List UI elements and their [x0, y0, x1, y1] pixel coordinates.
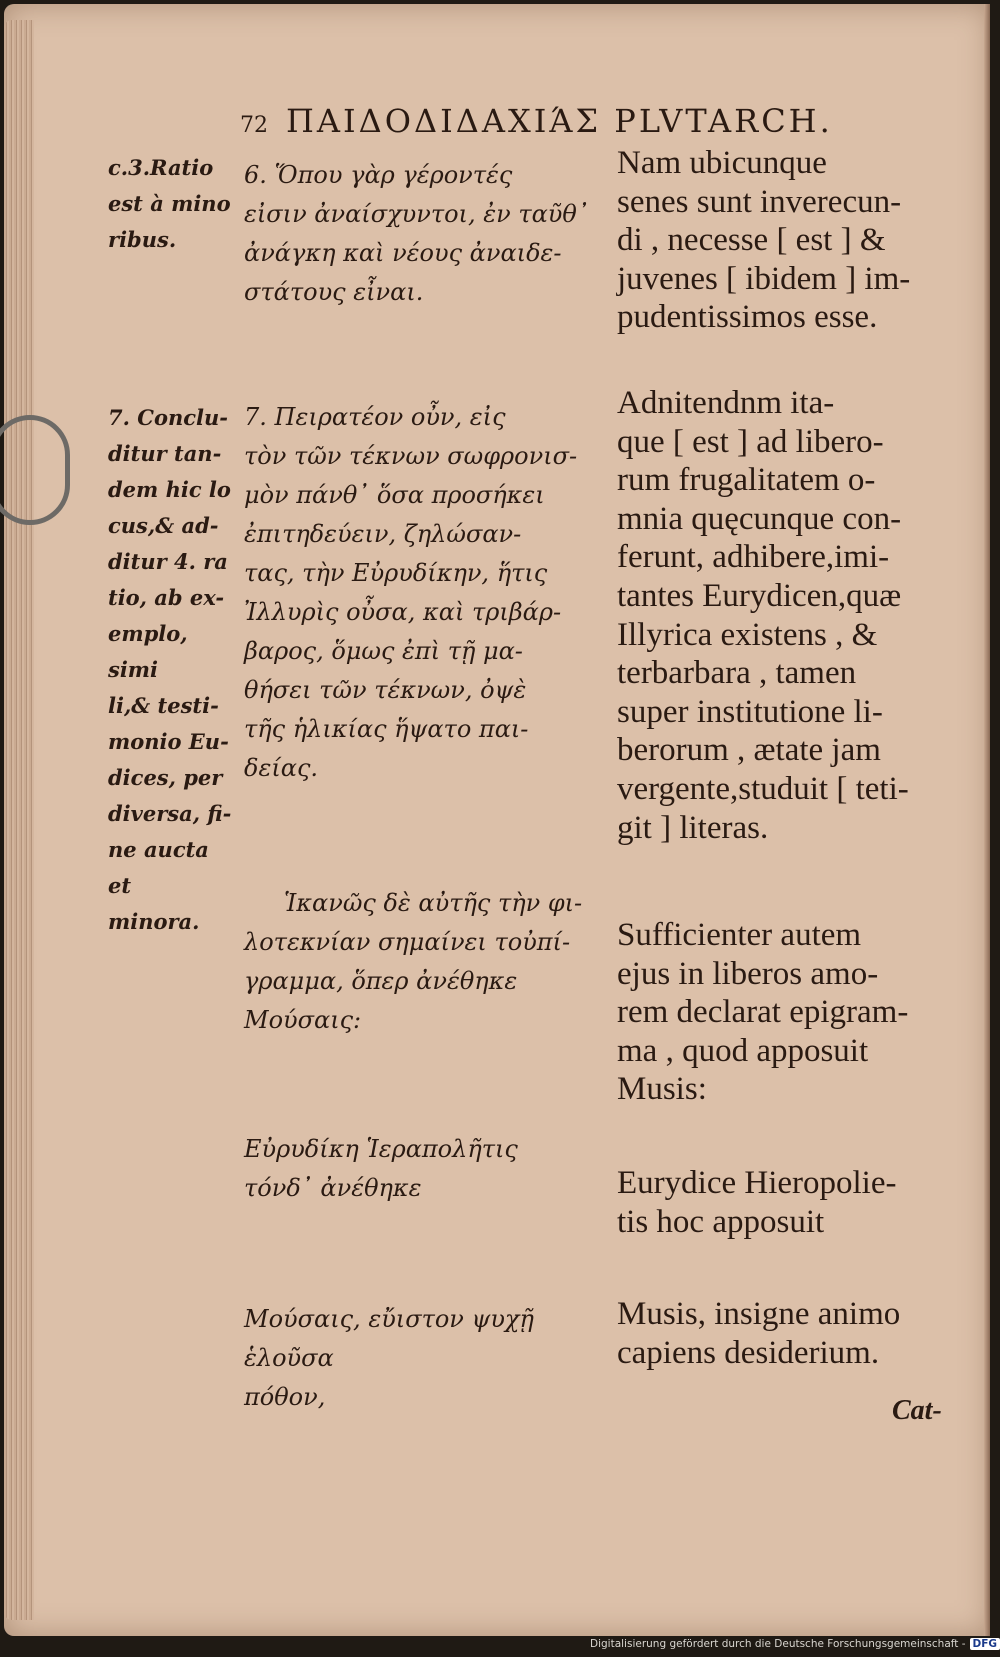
latin-text-3: Sufficienter autem ejus in liberos amo- rem declarat epigram- ma , quod apposuit Musis: [617, 917, 909, 1108]
page-edges [4, 20, 34, 1620]
latin-text-4: Eurydice Hieropolie- tis hoc apposuit [617, 1165, 897, 1240]
margin-note-2: 7. Conclu- ditur tan- dem hic lo cus,& ad- ditur 4. ra tio, ab ex- emplo, simi li,& testi- monio Eu- dices, per diversa, fi- ne aucta et minora. [108, 405, 232, 934]
greek-text-2: 7. Πειρατέον οὖν, εἰς τὸν τῶν τέκνων σωφρονισ- μὸν πάνθ᾽ ὅσα προσήκει ἐπιτηδεύειν, ζηλώσαν- τας, τὴν Εὐρυδίκην, ἥτις Ἰλλυρὶς οὖσα, καὶ τριβάρ- βαρος, ὅμως ἐπὶ τῇ μα- θήσει τῶν τέκνων, ὀψὲ τῆς ἡλικίας ἥψατο παι- δείας. [244, 403, 578, 782]
credit-text: Digitalisierung gefördert durch die Deutsche Forschungsgemeinschaft - [590, 1638, 966, 1650]
dfg-logo: DFG [970, 1638, 1000, 1650]
margin-note-1: c.3.Ratio est à mino ribus. [108, 155, 231, 252]
digitization-credit [590, 1638, 998, 1654]
greek-text-5: Μούσαις, εὔιστον ψυχῇ ἑλοῦσα πόθον, [244, 1305, 534, 1411]
page-number: 72 [240, 113, 268, 138]
latin-text-1: Nam ubicunque senes sunt inverecun- di , necesse [ est ] & juvenes [ ibidem ] im- pudentissimos esse. [617, 145, 911, 336]
latin-text-2: Adnitendnm ita- que [ est ] ad libero- rum frugalitatem o- mnia quęcunque con- ferunt, adhibere,imi- tantes Eurydicen,quæ Illyrica existens , & terbarbara , tamen super institutione li- berorum , ætate jam vergente,studuit [ teti- git ] literas. [617, 385, 909, 846]
running-title: ΠΑΙΔΟΔΙΔΑΧΙΆΣ PLVTARCH. [286, 102, 833, 140]
greek-text-4: Εὐρυδίκη Ἱεραπολῆτις τόνδ᾽ ἀνέθηκε [244, 1135, 518, 1202]
metal-clip [0, 415, 70, 525]
running-header [240, 102, 930, 140]
catchword: Cat- [892, 1395, 942, 1426]
greek-text-1: 6. Ὅπου γὰρ γέροντές εἰσιν ἀναίσχυντοι, ἐν ταῦθ᾽ ἀνάγκη καὶ νέους ἀναιδε- στάτους εἶναι. [244, 161, 589, 306]
greek-text-3: Ἱκανῶς δὲ αὐτῆς τὴν φι- λοτεκνίαν σημαίνει τοὐπί- γραμμα, ὅπερ ἀνέθηκε Μούσαις: [244, 889, 583, 1034]
page-right-edge [984, 4, 990, 1636]
latin-text-5: Musis, insigne animo capiens desiderium. [617, 1296, 901, 1371]
